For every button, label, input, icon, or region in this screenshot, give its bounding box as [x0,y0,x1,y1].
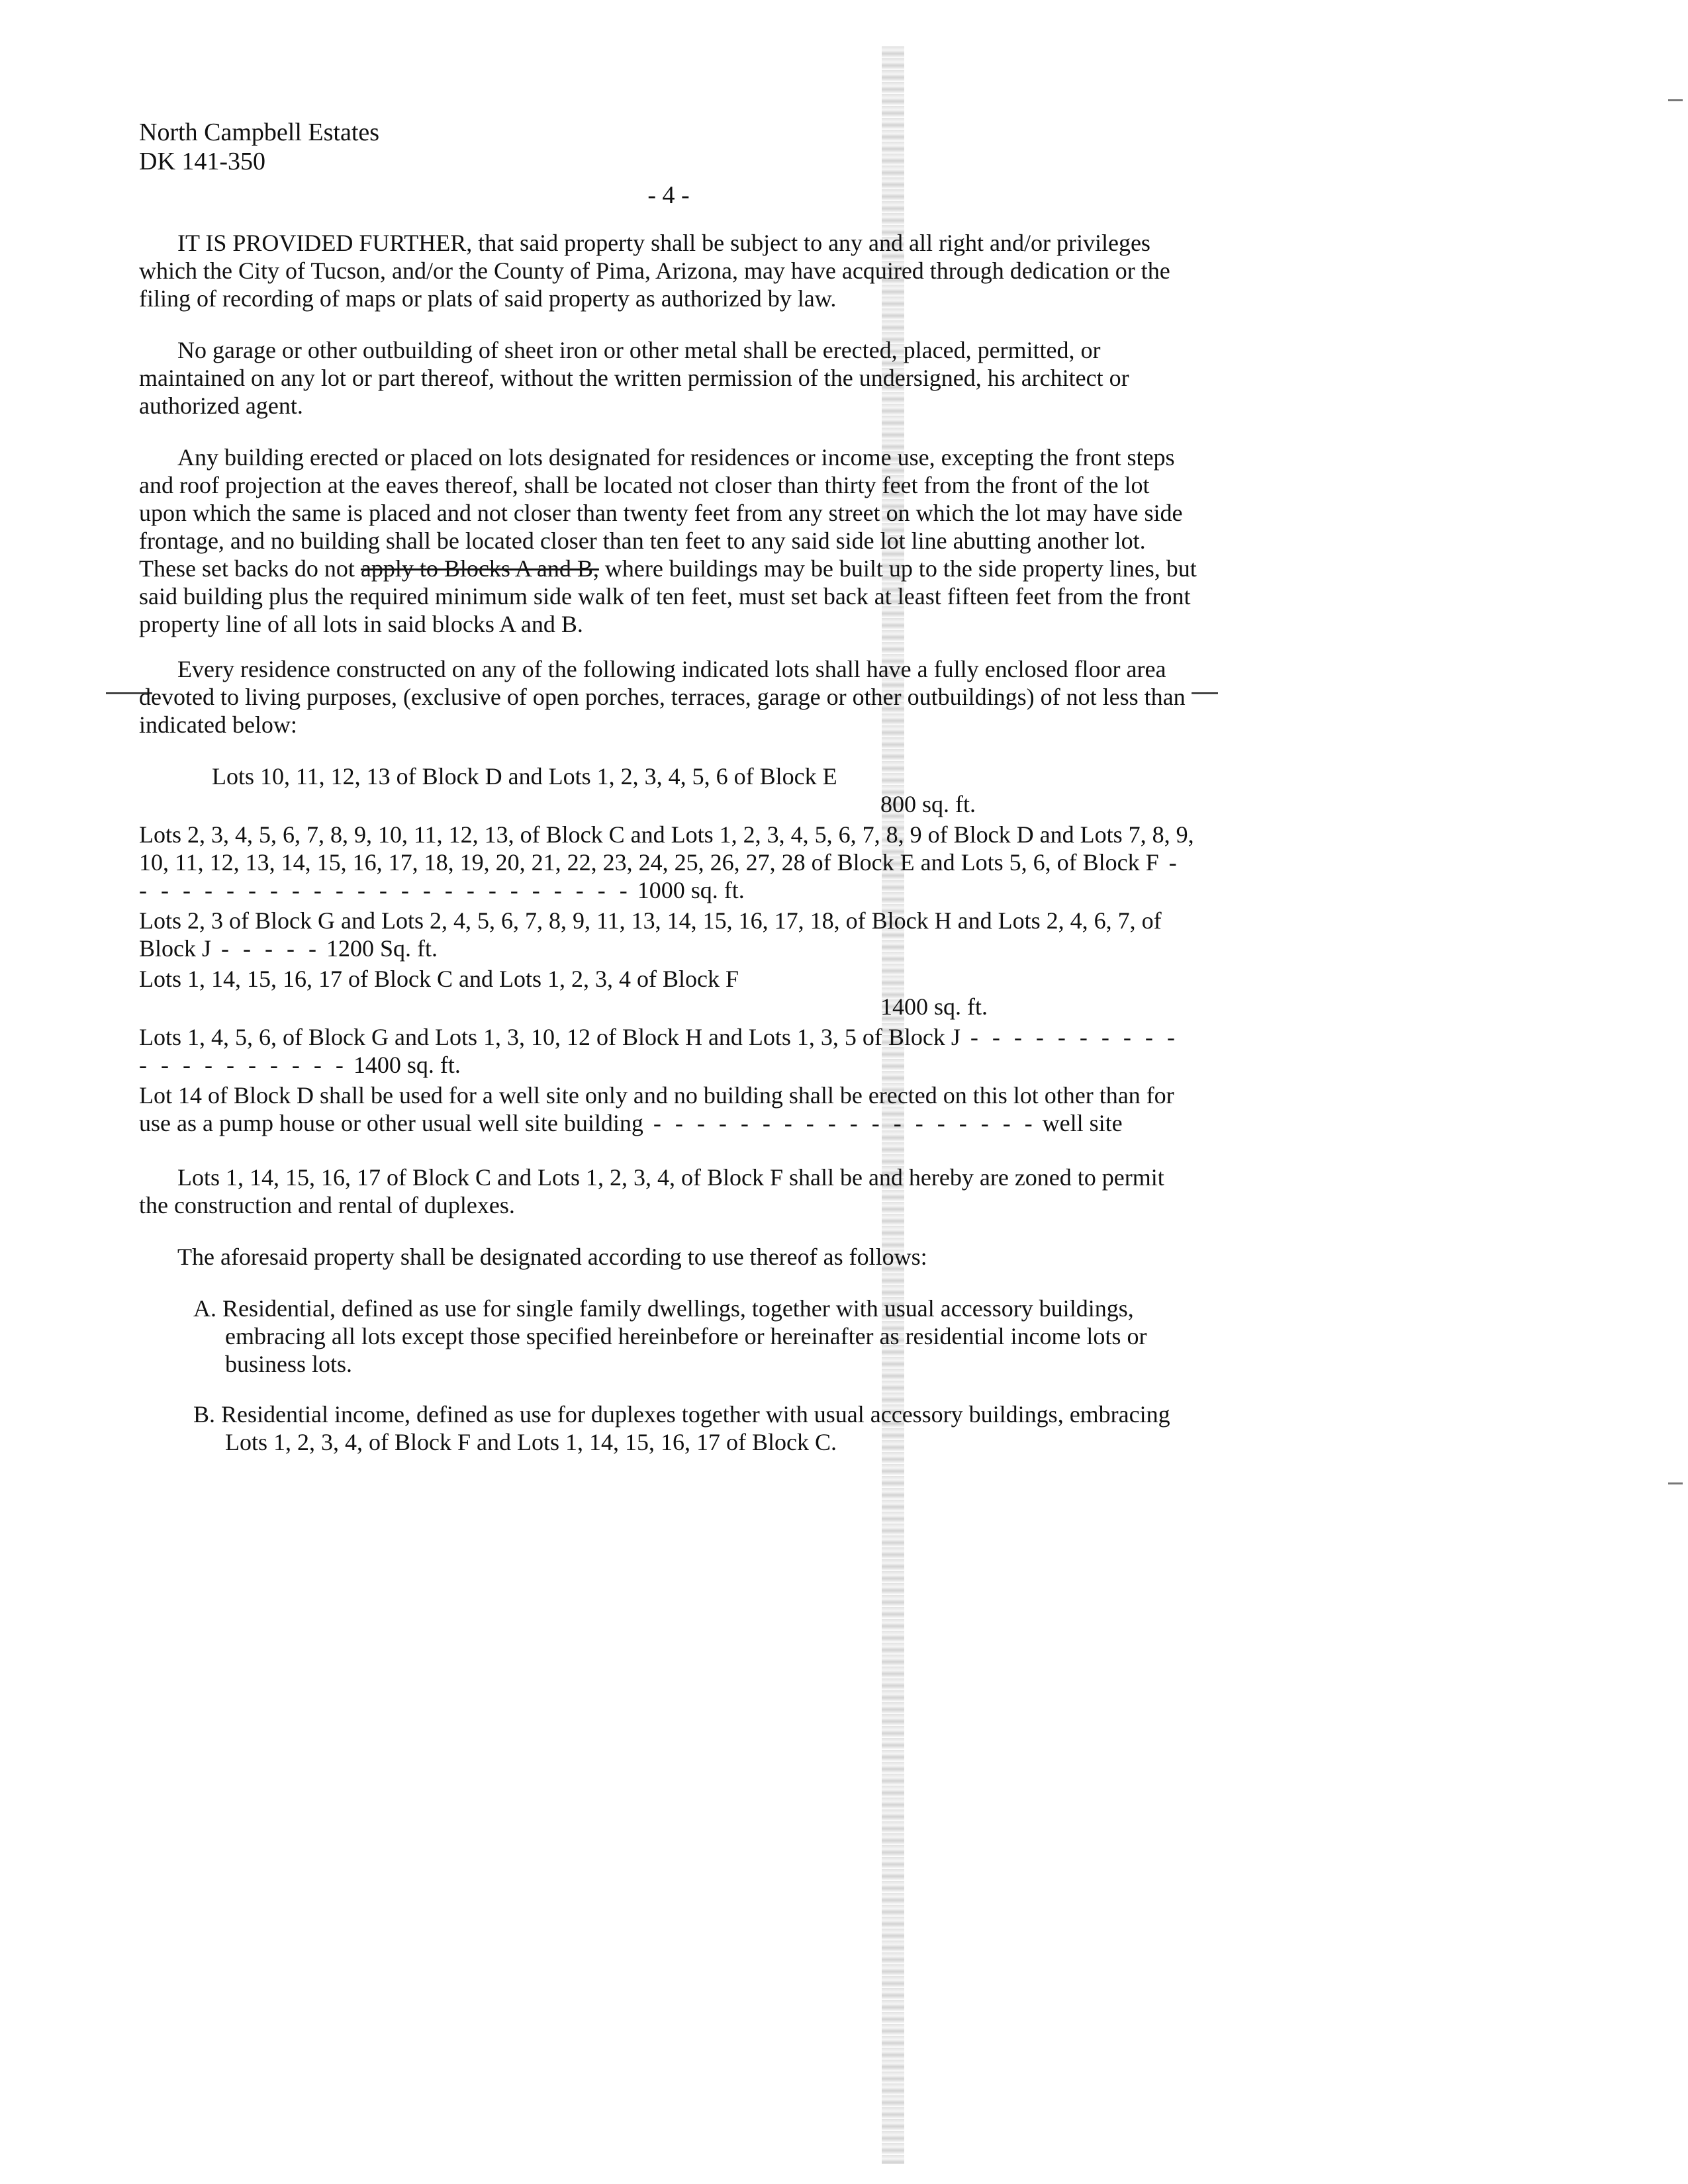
designation-label: B. [193,1401,216,1428]
setbacks-text-b: where buildings may be built up to the side property lines, but said building plus the required minimum side walk of ten feet, must set back at least fifteen feet from the front property line of all lots in said blocks A and B. [139,555,1197,637]
paragraph-floor-area: Every residence constructed on any of the following indicated lots shall have a fully enclosed floor area devoted to living purposes, (exclusive of open porches, terraces, garage or other outbuildings) of not less than indicated below: [139,656,1186,738]
leader-dashes: - - - - - - - - - - - - - - - - - - [643,1110,1037,1136]
lot-entry-text: Lots 1, 4, 5, 6, of Block G and Lots 1, 3, 10, 12 of Block H and Lots 1, 3, 5 of Block J [139,1024,961,1050]
paragraph-designation-intro: The aforesaid property shall be designated according to use thereof as follows: [177,1244,927,1270]
lot-entry-area: 1000 sq. ft. [637,877,745,903]
designation-item [139,1295,1198,1378]
designation-text: Residential income, defined as use for duplexes together with usual accessory buildings, embracing Lots 1, 2, 3, 4, of Block F and Lots 1, 14, 15, 16, 17 of Block C. [221,1401,1170,1455]
setbacks-text-a: Any building erected or placed on lots designated for residences or income use, excepting the front steps and roof projection at the eaves thereof, shall be located not closer than thirty feet from the front of the lot upon which the same is placed and not closer than twenty feet from any street on which the lot may have side frontage, and no building shall be located closer than ten feet to any said side lot line abutting another lot. These set backs do not [139,444,1183,582]
lot-entry [139,762,1198,818]
lot-entry [139,907,1198,962]
paragraph-setbacks [139,443,1198,638]
page-number: - 4 - [647,181,690,209]
lot-entry-text: Lots 2, 3, 4, 5, 6, 7, 8, 9, 10, 11, 12, 13, of Block C and Lots 1, 2, 3, 4, 5, 6, 7, 8, 9 of Block D and Lots 7, 8, 9, 10, 11, 12, 13, 14, 15, 16, 17, 18, 19, 20, 21, 22, 23, 24, 25, 26, 27, 28 of Block E and Lots 5, 6, of Block F [139,821,1194,876]
scan-edge-mark [1668,1482,1683,1484]
lot-entry-text: Lot 14 of Block D shall be used for a well site only and no building shall be erected on this lot other than for use as a pump house or other usual well site building [139,1082,1174,1136]
lot-entry-text: Lots 1, 14, 15, 16, 17 of Block C and Lots 1, 2, 3, 4 of Block F [139,966,739,992]
paragraph-outbuilding: No garage or other outbuilding of sheet iron or other metal shall be erected, placed, permitted, or maintained on any lot or part thereof, without the written permission of the undersigned, his architect or authorized agent. [139,337,1129,419]
lot-entry-text: Lots 10, 11, 12, 13 of Block D and Lots 1, 2, 3, 4, 5, 6 of Block E [212,763,837,790]
document-title: North Campbell Estates [139,118,380,146]
struck-text: apply to Blocks A and B, [360,555,599,582]
lot-entry-area: 800 sq. ft. [880,791,976,817]
lot-entry-area: 1200 Sq. ft. [326,935,438,962]
lot-entry-text: Lots 2, 3 of Block G and Lots 2, 4, 5, 6, 7, 8, 9, 11, 13, 14, 15, 16, 17, 18, of Block H and Lots 2, 4, 6, 7, of Block J [139,907,1162,962]
paragraph-duplex-zoning: Lots 1, 14, 15, 16, 17 of Block C and Lots 1, 2, 3, 4, of Block F shall be and hereby are zoned to permit the construction and rental of duplexes. [139,1164,1164,1218]
leader-dashes: - - - - - - - - - - - - - - - - - - - - [139,1024,1179,1078]
leader-dashes: - - - - - [211,935,320,962]
docket-number: DK 141-350 [139,148,266,175]
leader-dashes: - - - - - - - - - - - - - - - - - - - - - - - - [139,849,1181,903]
lot-entry-area: 1400 sq. ft. [353,1052,461,1078]
document-page [139,118,1198,1479]
lot-entry-area: 1400 sq. ft. [880,993,988,1020]
designation-text: Residential, defined as use for single family dwellings, together with usual accessory buildings, embracing all lots except those specified hereinbefore or hereinafter as residential income lots or business lots. [222,1295,1147,1377]
lot-entry [139,1081,1198,1137]
lot-area-list [139,762,1198,1137]
paragraph-provided-further: IT IS PROVIDED FURTHER, that said property shall be subject to any and all right and/or privileges which the City of Tucson, and/or the County of Pima, Arizona, may have acquired through dedication or the filing of recording of maps or plats of said property as authorized by law. [139,230,1170,312]
lot-entry [139,965,1198,1021]
scan-edge-mark [1668,99,1683,101]
lot-entry-area: well site [1042,1110,1123,1136]
lot-entry [139,1023,1198,1079]
designation-label: A. [193,1295,216,1322]
designation-item [139,1400,1198,1456]
lot-entry [139,821,1198,904]
